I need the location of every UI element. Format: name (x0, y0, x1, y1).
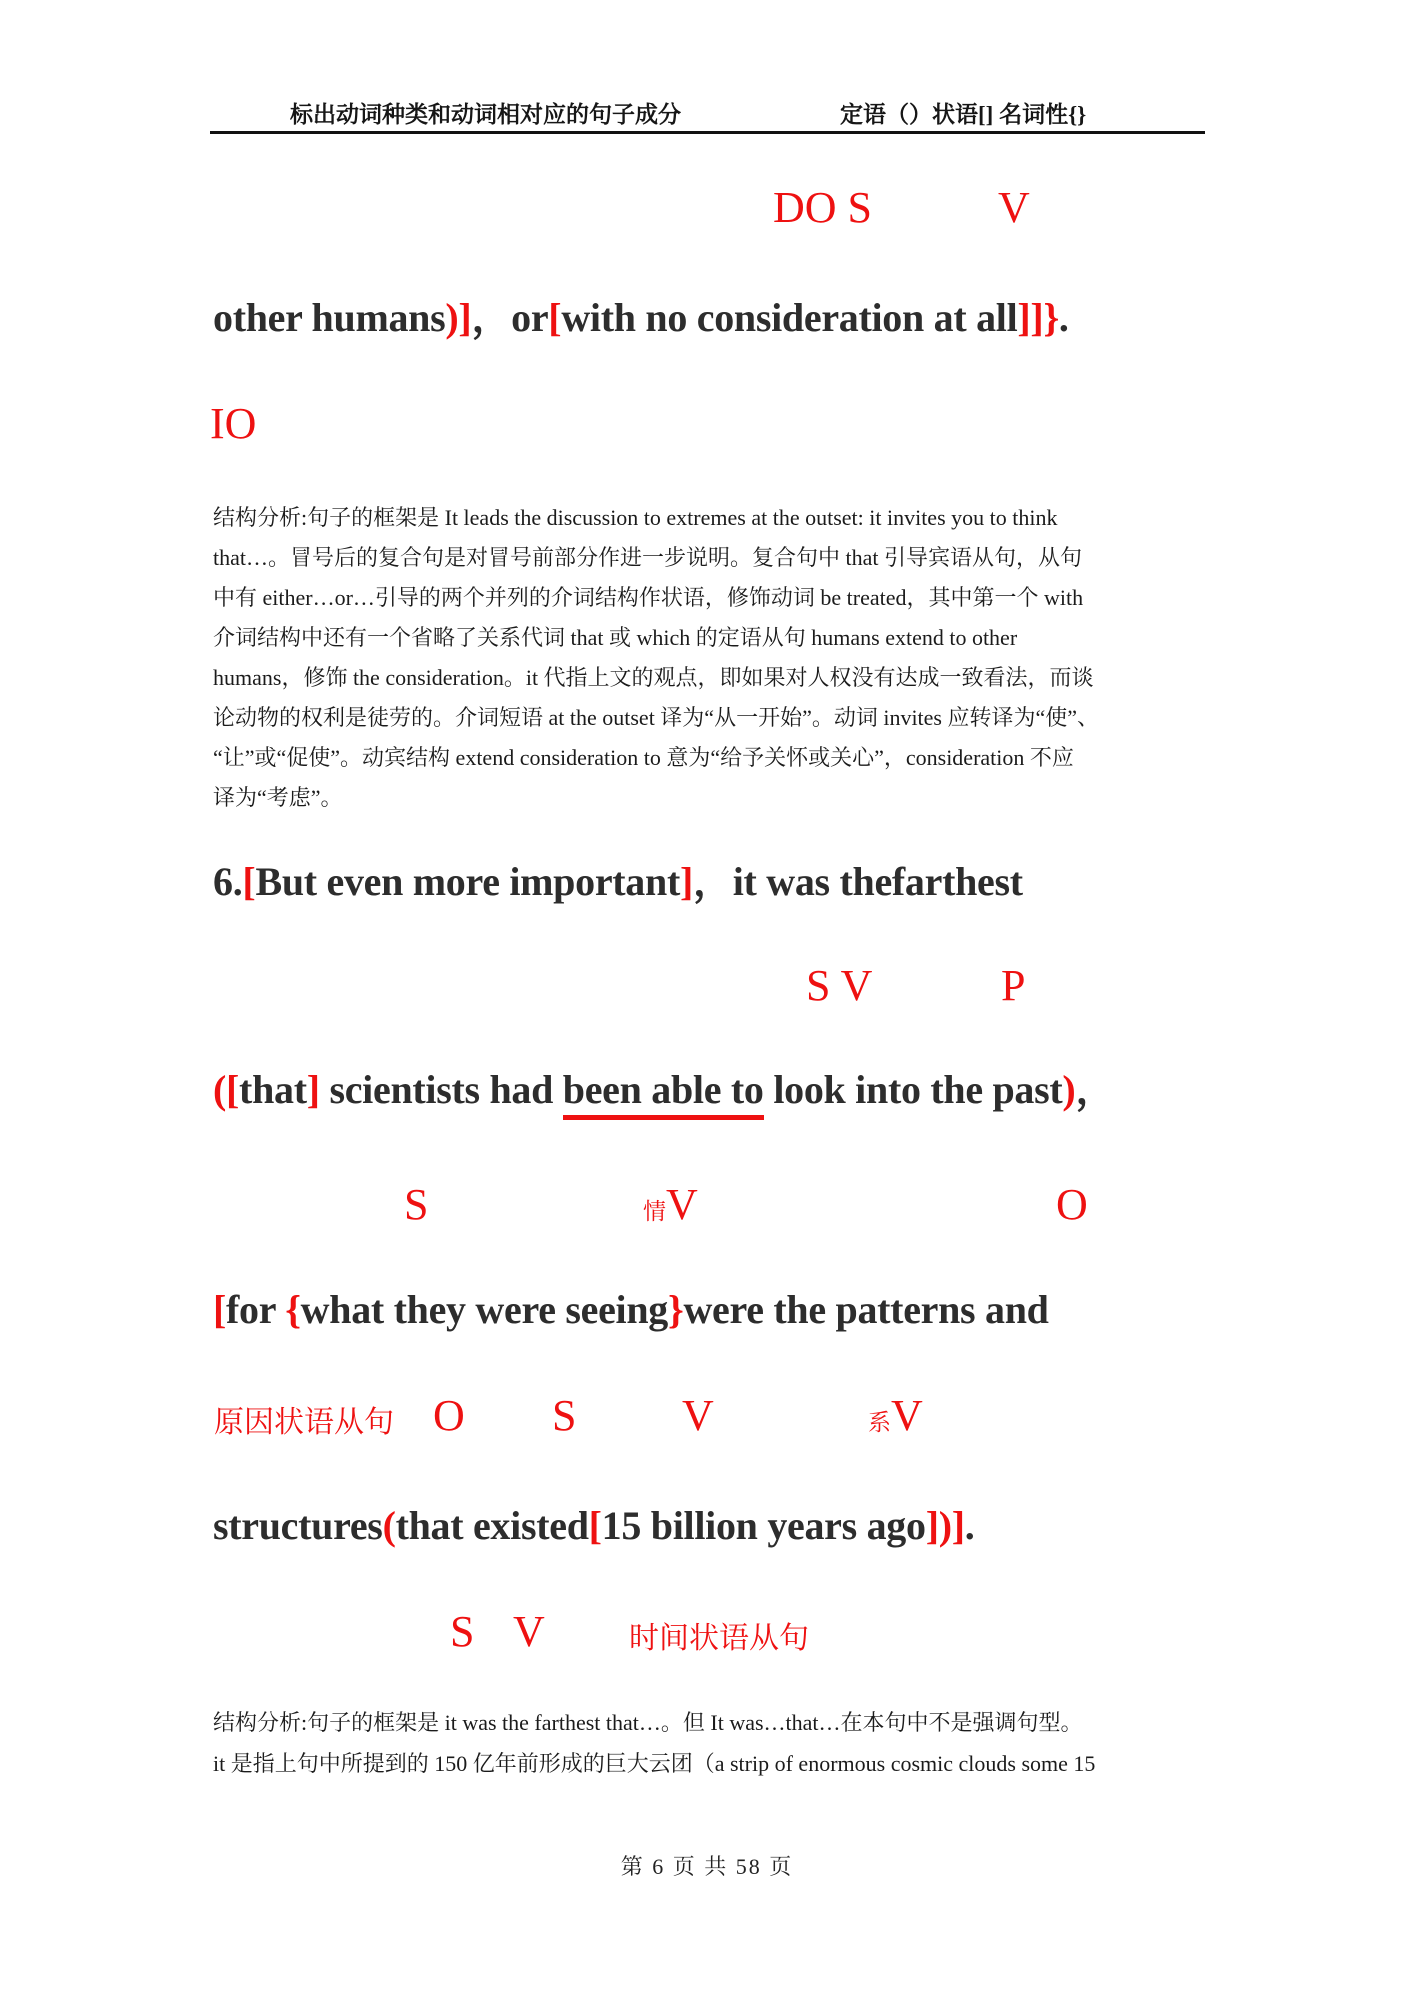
annotation-p: P (1001, 961, 1026, 1010)
bracket-marker: [ (213, 1287, 227, 1332)
bracket-marker: { (285, 1287, 301, 1332)
annotation-v: V (513, 1607, 545, 1656)
sentence-text: 15 billion years ago (601, 1503, 926, 1548)
annotation-o: O (433, 1391, 465, 1440)
bracket-marker: )] (445, 295, 472, 340)
annotation-o: O (1056, 1180, 1088, 1229)
analysis-paragraph-1 (213, 498, 1223, 818)
annotation-do-s: DO S (773, 183, 873, 232)
sentence-text: been able to (563, 1067, 764, 1120)
sentence-text: scientists had (319, 1067, 563, 1112)
bracket-marker: } (668, 1287, 684, 1332)
sentence-text: . (1058, 295, 1069, 340)
paragraph-line: 论动物的权利是徒劳的。介词短语 at the outset 译为“从一开始”。动词 invites 应转译为“使”、 (213, 705, 1100, 730)
sentence-text: structures (213, 1503, 383, 1548)
annotation-v: V (666, 1180, 698, 1229)
annotation-v: V (998, 183, 1030, 232)
sentence-text: were the patterns and (683, 1287, 1049, 1332)
paragraph-line: 介词结构中还有一个省略了关系代词 that 或 which 的定语从句 humans extend to other (213, 625, 1018, 650)
paragraph-line: “让”或“促使”。动宾结构 extend consideration to 意为“给予关怀或关心”，consideration 不应 (213, 745, 1074, 770)
bracket-marker: ( (382, 1503, 396, 1548)
sentence-text: that (239, 1067, 307, 1112)
bracket-marker: ) (1062, 1067, 1076, 1112)
bracket-marker: [ (242, 859, 256, 904)
paragraph-line: humans，修饰 the consideration。it 代指上文的观点，即如果对人权没有达成一致看法，而谈 (213, 665, 1094, 690)
sentence-line-2 (213, 858, 1023, 906)
sentence-text: or (511, 295, 549, 340)
sentence-text: ， (471, 295, 512, 340)
sentence-line-3 (213, 1066, 1115, 1114)
bracket-marker: ]]} (1017, 295, 1059, 340)
annotation-xi: 系 (868, 1410, 891, 1435)
bracket-marker: ] (679, 859, 693, 904)
sentence-text: with no consideration at all (561, 295, 1018, 340)
bracket-marker: ] (306, 1067, 320, 1112)
sentence-line-4 (213, 1286, 1049, 1334)
sentence-text: ， (1075, 1067, 1116, 1112)
annotation-cause-clause: 原因状语从句 (214, 1406, 394, 1439)
sentence-line-1 (213, 294, 1069, 342)
bracket-marker: ])] (925, 1503, 965, 1548)
paragraph-line: 结构分析:句子的框架是 it was the farthest that…。但 It was…that…在本句中不是强调句型。 (213, 1710, 1083, 1735)
paragraph-line: 译为“考虑”。 (213, 785, 343, 810)
sentence-text: other humans (213, 295, 446, 340)
bracket-marker: [ (588, 1503, 602, 1548)
annotation-io: IO (210, 399, 257, 448)
sentence-text: . (964, 1503, 975, 1548)
page-number: 第 6 页 共 58 页 (620, 1854, 794, 1879)
header-rule (210, 131, 1205, 134)
annotation-v: V (682, 1391, 714, 1440)
sentence-text: 6. (213, 859, 243, 904)
annotation-qing-v (643, 1182, 698, 1228)
sentence-text: But even more important (255, 859, 680, 904)
annotation-s: S (404, 1180, 429, 1229)
sentence-text: what they were seeing (300, 1287, 668, 1332)
paragraph-line: that…。冒号后的复合句是对冒号前部分作进一步说明。复合句中 that 引导宾语从句，从句 (213, 545, 1082, 570)
annotation-sv: S V (806, 961, 873, 1010)
sentence-text: ， (693, 859, 733, 904)
annotation-time-clause: 时间状语从句 (629, 1622, 809, 1655)
sentence-text: it was thefarthest (732, 859, 1023, 904)
paragraph-line: 中有 either…or…引导的两个并列的介词结构作状语，修饰动词 be treated，其中第一个 with (213, 585, 1084, 610)
sentence-text: look into the past (763, 1067, 1063, 1112)
annotation-v: V (891, 1391, 923, 1440)
annotation-s: S (552, 1391, 577, 1440)
bracket-marker: [ (548, 295, 562, 340)
sentence-line-5 (213, 1502, 974, 1550)
header-left-text: 标出动词种类和动词相对应的句子成分 (290, 102, 681, 127)
annotation-qing: 情 (643, 1199, 666, 1224)
annotation-s: S (450, 1607, 475, 1656)
paragraph-line: 结构分析:句子的框架是 It leads the discussion to extremes at the outset: it invites you to think (213, 505, 1058, 530)
analysis-paragraph-2 (213, 1702, 1223, 1784)
annotation-xi-v (868, 1393, 923, 1439)
sentence-text: that existed (395, 1503, 589, 1548)
paragraph-line: it 是指上句中所提到的 150 亿年前形成的巨大云团（a strip of enormous cosmic clouds some 15 (213, 1751, 1096, 1776)
sentence-text: for (226, 1287, 286, 1332)
bracket-marker: ([ (213, 1067, 240, 1112)
header-right-notation: 定语（）状语[] 名词性{} (840, 102, 1087, 127)
